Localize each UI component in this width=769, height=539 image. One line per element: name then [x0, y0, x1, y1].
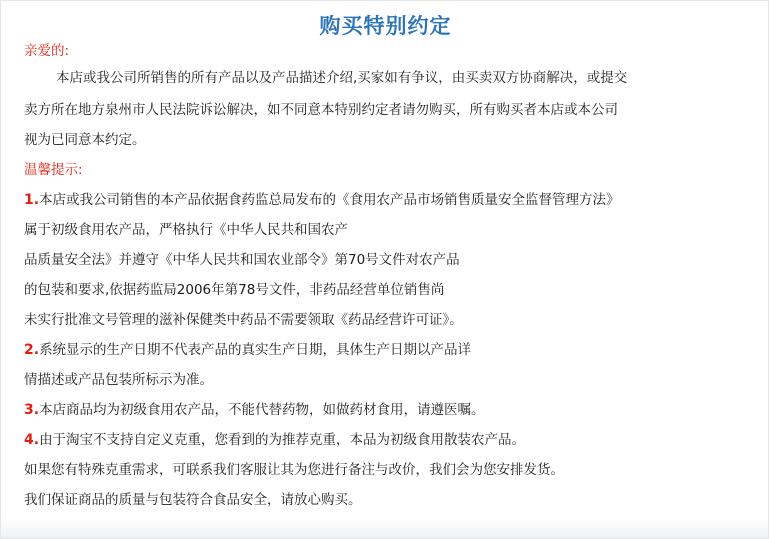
item-3-text: 本店商品均为初级食用农产品，不能代替药物，如做药材食用，请遵医嘱。: [39, 402, 485, 418]
item-2-line-2: 情描述或产品包装所标示为准。: [24, 372, 213, 388]
page-title: 购买特别约定: [319, 14, 452, 38]
item-4-number: 4.: [24, 432, 40, 448]
item-3-number: 3.: [24, 402, 40, 418]
closing-line-2: 我们保证商品的质量与包装符合食品安全，请放心购买。: [24, 492, 362, 508]
item-3-line-1: [24, 401, 485, 419]
greeting: 亲爱的:: [24, 43, 70, 59]
item-2-line-1: [24, 341, 471, 359]
item-1-line-2: 属于初级食用农产品，严格执行《中华人民共和国农产: [24, 222, 348, 238]
tips-heading: 温馨提示:: [24, 162, 83, 178]
item-4-line-1: [24, 431, 525, 449]
item-1-line-4: 的包装和要求,依据药监局2006年第78号文件，非药品经营单位销售尚: [24, 282, 445, 298]
item-2-number: 2.: [24, 342, 40, 358]
intro-line-2: 卖方所在地方泉州市人民法院诉讼解决，如不同意本特别约定者请勿购买，所有购买者本店或本公司: [24, 102, 618, 118]
item-4-text: 由于淘宝不支持自定义克重，您看到的为推荐克重，本品为初级食用散装农产品。: [39, 432, 526, 448]
bottom-shade: [1, 518, 768, 538]
intro-line-1: 本店或我公司所销售的所有产品以及产品描述介绍,买家如有争议，由买卖双方协商解决，或提交: [56, 70, 628, 86]
closing-line-1: 如果您有特殊克重需求，可联系我们客服让其为您进行备注与改价，我们会为您安排发货。: [24, 462, 564, 478]
item-1-text: 本店或我公司销售的本产品依据食药监总局发布的《食用农产品市场销售质量安全监督管理方法》: [39, 192, 620, 208]
item-2-text: 系统显示的生产日期不代表产品的真实生产日期，具体生产日期以产品详: [39, 342, 472, 358]
item-1-line-5: 未实行批准文号管理的滋补保健类中药品不需要领取《药品经营许可证》。: [24, 312, 463, 328]
item-1-line-3: 品质量安全法》并遵守《中华人民共和国农业部令》第70号文件对农产品: [24, 252, 460, 268]
item-1-line-1: [24, 191, 620, 209]
item-1-number: 1.: [24, 192, 40, 208]
intro-line-3: 视为已同意本约定。: [24, 132, 146, 148]
